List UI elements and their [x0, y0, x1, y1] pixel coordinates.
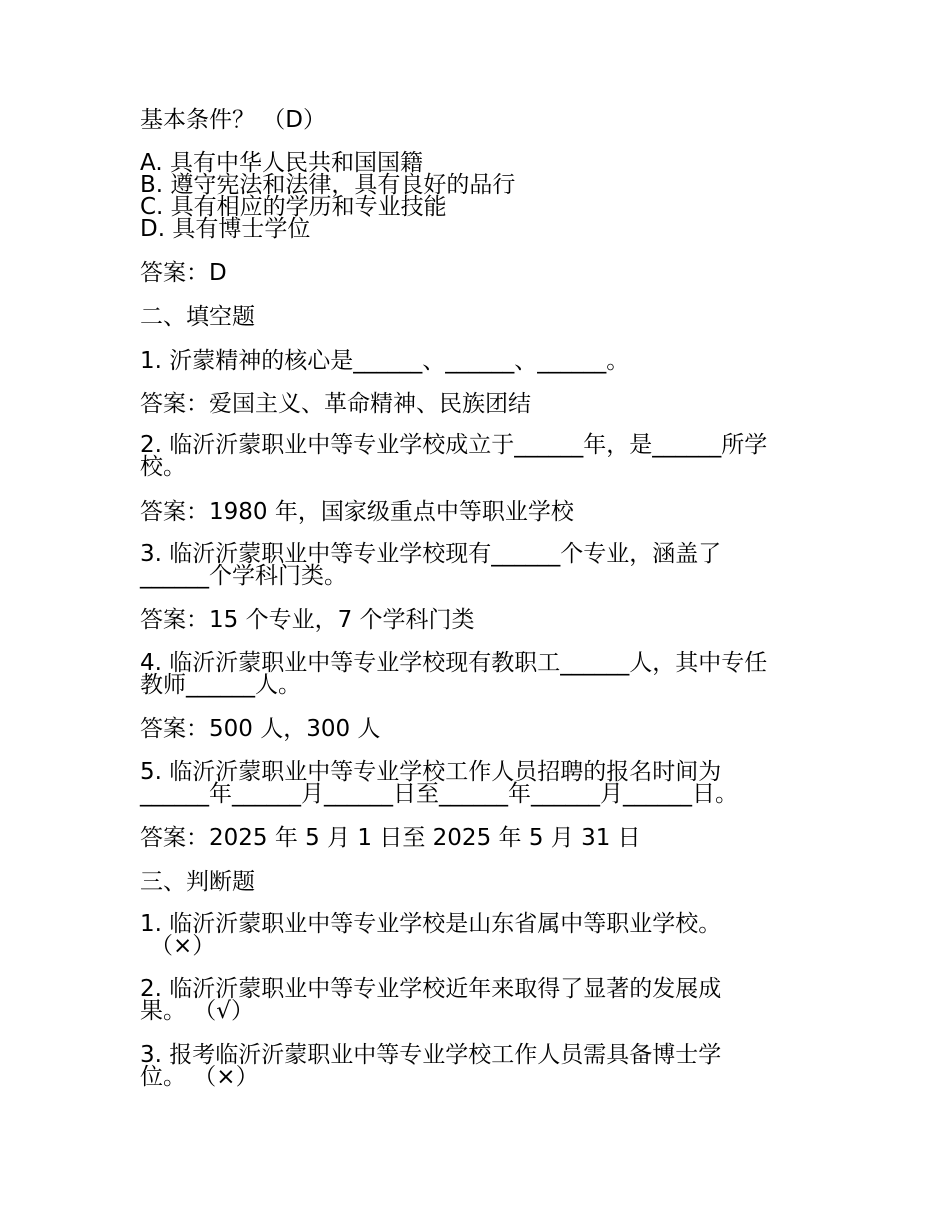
fill-question-3: [140, 543, 820, 587]
fill-answer-1: 答案：爱国主义、革命精神、民族团结: [140, 391, 531, 417]
fill-question-4-line-1: 4. 临沂沂蒙职业中等专业学校现有教职工______人，其中专任: [140, 650, 768, 676]
option-c: C. 具有相应的学历和专业技能: [140, 194, 447, 220]
judge-question-3-line-2: 位。 （×）: [140, 1064, 259, 1090]
mc-answer: 答案：D: [140, 260, 227, 286]
section-title-fill-blank: 二、填空题: [140, 304, 255, 330]
judge-question-2-line-2: 果。 （√）: [140, 998, 254, 1024]
judge-question-1-mark: （×）: [150, 933, 216, 959]
fill-question-2: [140, 434, 820, 478]
fill-question-1: 1. 沂蒙精神的核心是______、______、______。: [140, 348, 630, 374]
fill-question-3-line-1: 3. 临沂沂蒙职业中等专业学校现有______个专业，涵盖了: [140, 541, 722, 567]
judge-question-1: [140, 913, 820, 957]
document-page: [140, 0, 820, 1230]
option-a: A. 具有中华人民共和国国籍: [140, 150, 423, 176]
judge-question-2-line-1: 2. 临沂沂蒙职业中等专业学校近年来取得了显著的发展成: [140, 976, 722, 1002]
fill-question-2-line-2: 校。: [140, 454, 186, 480]
judge-question-2: [140, 978, 820, 1022]
judge-question-3-line-1: 3. 报考临沂沂蒙职业中等专业学校工作人员需具备博士学: [140, 1042, 722, 1068]
section-title-judgement: 三、判断题: [140, 869, 255, 895]
fill-answer-3: 答案：15 个专业，7 个学科门类: [140, 607, 475, 633]
fill-question-2-line-1: 2. 临沂沂蒙职业中等专业学校成立于______年，是______所学: [140, 432, 768, 458]
fill-question-5-line-1: 5. 临沂沂蒙职业中等专业学校工作人员招聘的报名时间为: [140, 759, 722, 785]
fill-question-5-line-2: ______年______月______日至______年______月______日。: [140, 781, 738, 807]
fill-answer-4: 答案：500 人，300 人: [140, 716, 381, 742]
fill-question-5: [140, 761, 820, 805]
judge-question-3: [140, 1044, 820, 1088]
fill-question-4: [140, 652, 820, 696]
fill-question-4-line-2: 教师______人。: [140, 672, 301, 698]
option-list: [140, 152, 820, 240]
question-continuation: 基本条件？ （D）: [140, 107, 327, 133]
option-d: D. 具有博士学位: [140, 216, 311, 242]
option-b: B. 遵守宪法和法律，具有良好的品行: [140, 172, 516, 198]
fill-answer-5: 答案：2025 年 5 月 1 日至 2025 年 5 月 31 日: [140, 825, 641, 851]
fill-question-3-line-2: ______个学科门类。: [140, 563, 347, 589]
fill-answer-2: 答案：1980 年，国家级重点中等职业学校: [140, 499, 574, 525]
judge-question-1-line-1: 1. 临沂沂蒙职业中等专业学校是山东省属中等职业学校。: [140, 911, 722, 937]
